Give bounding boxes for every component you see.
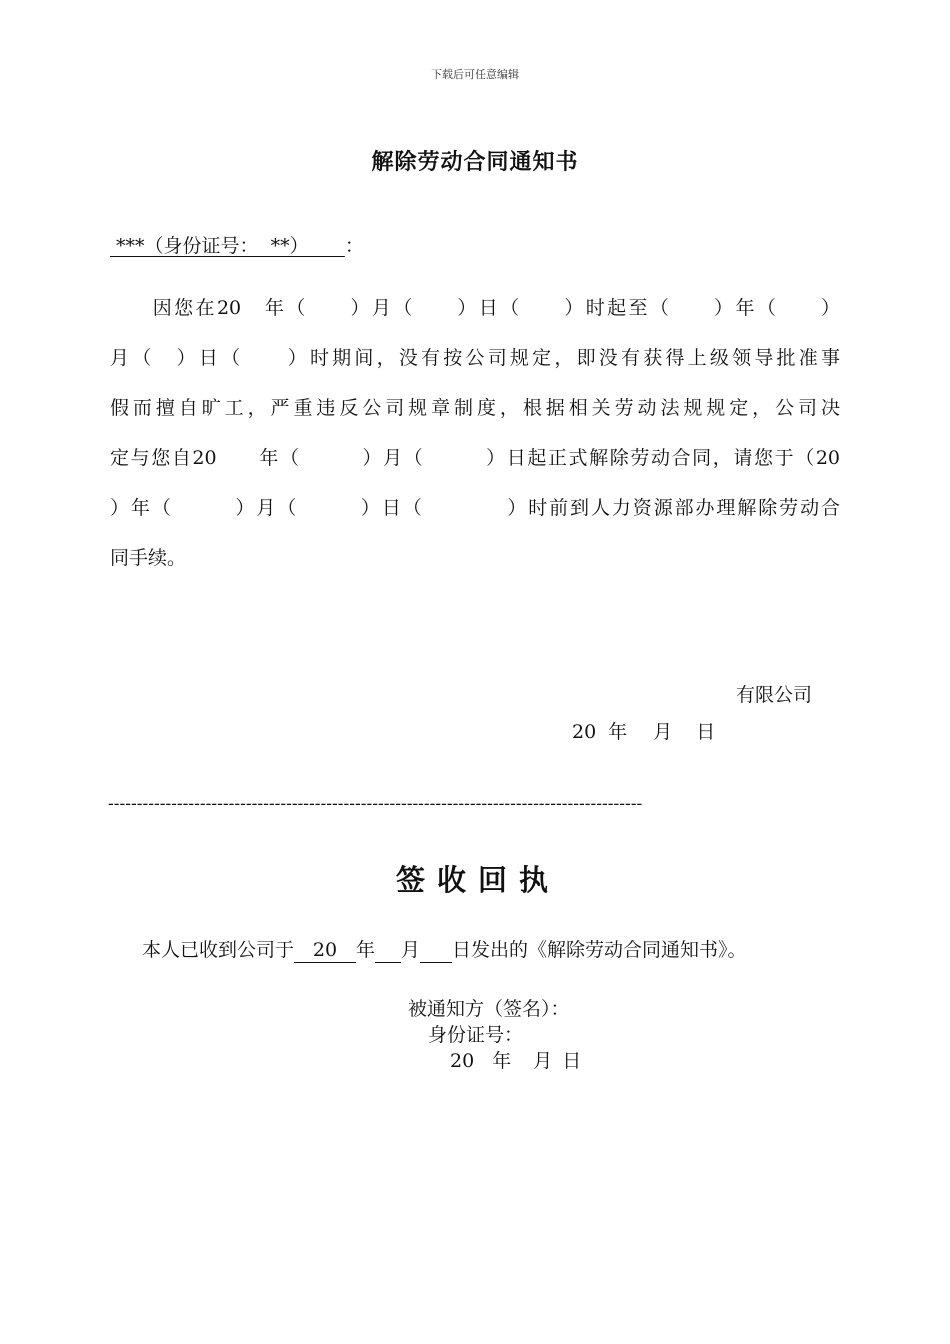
company-name: 有限公司: [736, 684, 813, 706]
receipt-text-before: 本人已收到公司于: [142, 939, 295, 961]
date-year-label: 年: [608, 721, 628, 743]
receipt-month-label: 月: [401, 939, 421, 961]
receipt-day-blank: [420, 938, 452, 963]
receipt-statement: [142, 935, 747, 963]
body-line: 月（ ）日（ ）时期间，没有按公司规定，即没有获得上级领导批准事: [110, 347, 840, 369]
notified-party-signature: 被通知方（签名）：: [408, 998, 570, 1020]
date-day-label: 日: [696, 721, 716, 743]
date-year: 20: [572, 721, 597, 743]
receipt-title: 签收回执: [395, 863, 560, 897]
receipt-date-month-label: 月: [533, 1050, 553, 1072]
addressee-line: [110, 231, 364, 258]
receipt-date-day-label: 日: [562, 1050, 582, 1072]
body-line: ）年（ ）月（ ）日（ ）时前到人力资源部办理解除劳动合: [110, 497, 840, 519]
body-line: 定与您自20 年（ ）月（ ）日起正式解除劳动合同，请您于（20: [110, 447, 840, 469]
receipt-date: [450, 1046, 581, 1073]
id-number-label: 身份证号：: [428, 1024, 524, 1046]
addressee-name: ***（身份证号： **）: [110, 235, 345, 257]
receipt-date-year: 20: [450, 1050, 475, 1072]
header-note: 下载后可任意编辑: [431, 68, 519, 81]
addressee-colon: ：: [344, 235, 364, 257]
receipt-day-label: 日发出的《解除劳动合同通知书》。: [452, 939, 747, 961]
receipt-month-blank: [375, 938, 401, 963]
receipt-date-year-label: 年: [492, 1050, 512, 1072]
body-line: 因您在20 年（ ）月（ ）日（ ）时起至（ ）年（ ）: [110, 297, 840, 319]
receipt-year-label: 年: [356, 939, 376, 961]
body-line: 同手续。: [110, 547, 187, 569]
notice-body: [110, 283, 840, 583]
cut-line-divider: ---------------------------------------------------------------------------------------------: [108, 794, 643, 814]
notice-title: 解除劳动合同通知书: [371, 149, 579, 175]
body-line: 假而擅自旷工，严重违反公司规章制度，根据相关劳动法规规定，公司决: [110, 397, 840, 419]
notice-date: [572, 717, 715, 744]
receipt-year-blank: 20: [294, 938, 356, 963]
date-month-label: 月: [653, 721, 673, 743]
